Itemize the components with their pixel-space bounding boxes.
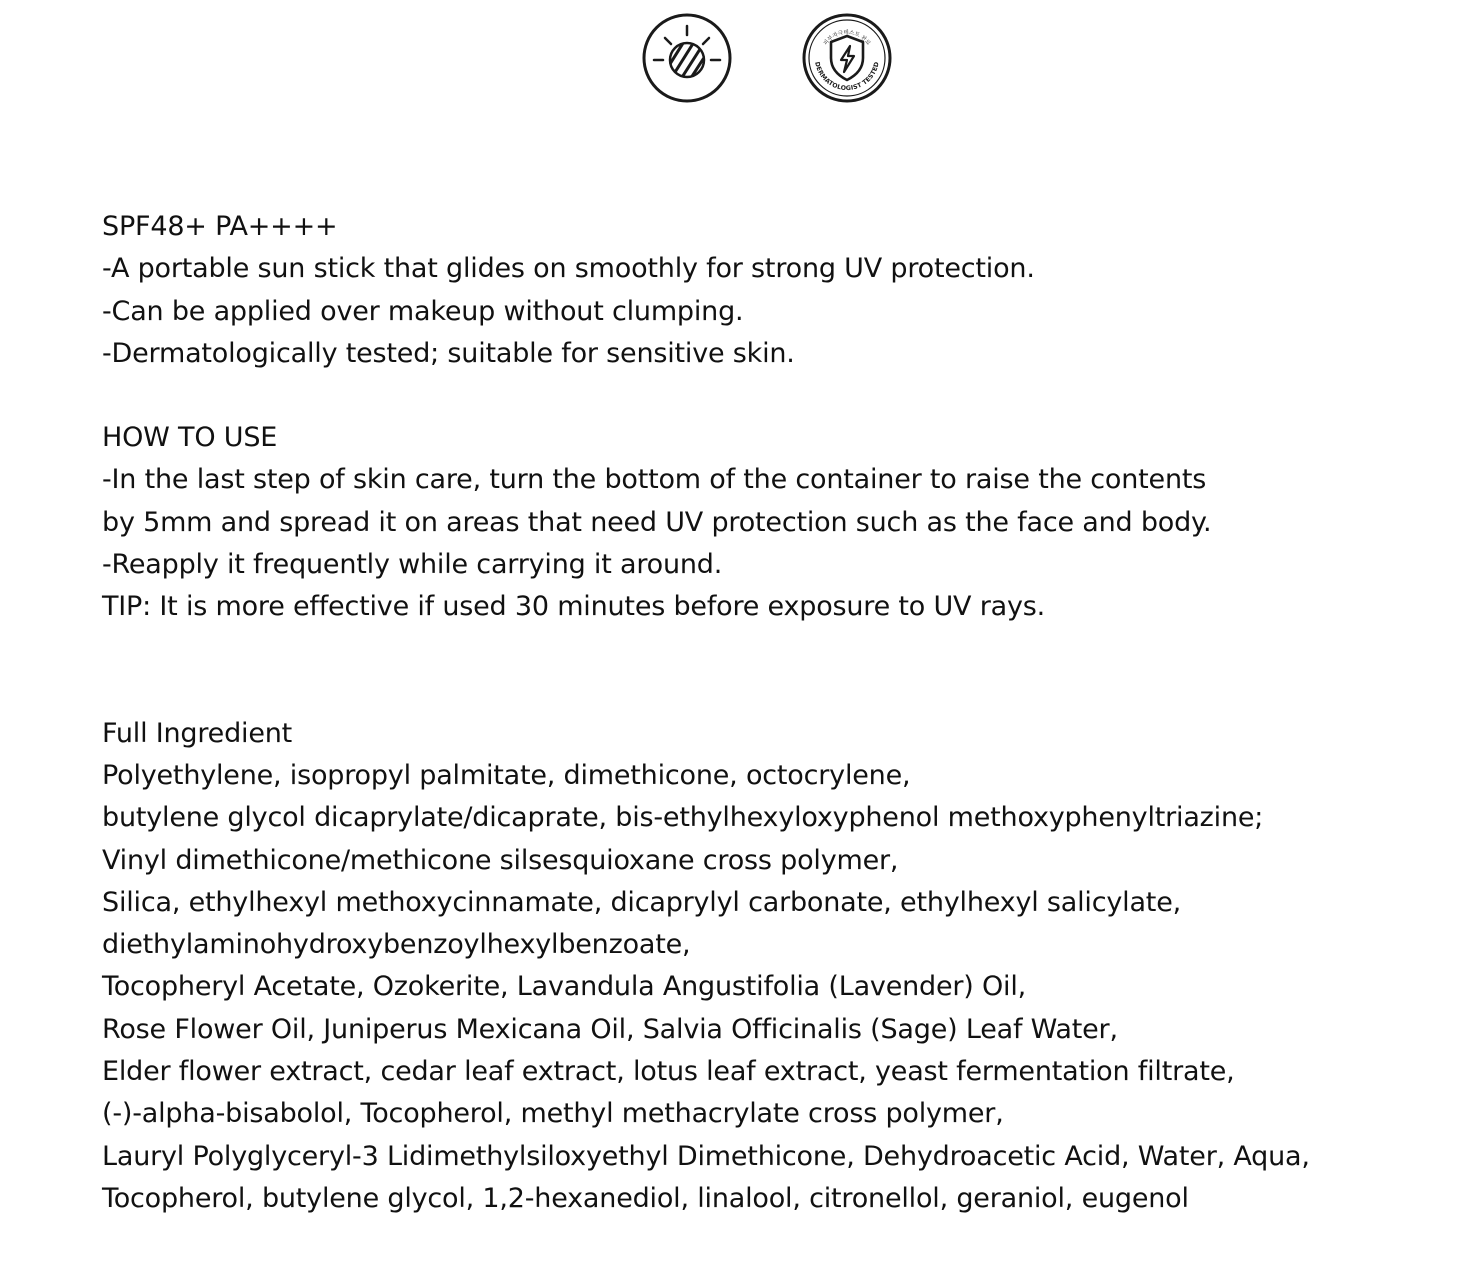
how-to-use-line: -In the last step of skin care, turn the bottom of the container to raise the contents (102, 464, 1207, 496)
svg-text:피부자극테스트 완료 (821, 28, 872, 47)
ingredients-heading: Full Ingredient (102, 717, 293, 749)
ingredient-line: Tocopheryl Acetate, Ozokerite, Lavandula Angustifolia (Lavender) Oil, (102, 971, 1027, 1003)
ingredient-line: diethylaminohydroxybenzoylhexylbenzoate, (102, 929, 691, 961)
badge-text-korean: 피부자극테스트 완료 (822, 29, 872, 47)
how-to-use-line: by 5mm and spread it on areas that need UV protection such as the face and body. (102, 506, 1212, 538)
intro-line: -Can be applied over makeup without clumping. (102, 295, 744, 327)
ingredient-line: (-)-alpha-bisabolol, Tocopherol, methyl methacrylate cross polymer, (102, 1098, 1004, 1130)
intro-line: -Dermatologically tested; suitable for sensitive skin. (102, 337, 795, 369)
how-to-use-section (102, 417, 1442, 628)
ingredient-line: Rose Flower Oil, Juniperus Mexicana Oil, Salvia Officinalis (Sage) Leaf Water, (102, 1013, 1118, 1045)
ingredients-section (102, 713, 1442, 1221)
dermatologist-tested-icon (801, 12, 893, 104)
product-description (102, 206, 1442, 1220)
feature-icons (0, 12, 1462, 104)
ingredient-line: Elder flower extract, cedar leaf extract, lotus leaf extract, yeast fermentation filtrate, (102, 1056, 1235, 1088)
ingredient-line: Vinyl dimethicone/methicone silsesquioxane cross polymer, (102, 844, 899, 876)
uv-block-icon (641, 12, 733, 104)
how-to-use-heading: HOW TO USE (102, 422, 278, 454)
intro-line: -A portable sun stick that glides on smoothly for strong UV protection. (102, 253, 1035, 285)
ingredient-line: Tocopherol, butylene glycol, 1,2-hexanediol, linalool, citronellol, geraniol, eugenol (102, 1182, 1189, 1214)
ingredient-line: butylene glycol dicaprylate/dicaprate, bis-ethylhexyloxyphenol methoxyphenyltriazine; (102, 802, 1264, 834)
ingredient-line: Polyethylene, isopropyl palmitate, dimethicone, octocrylene, (102, 759, 911, 791)
spf-heading: SPF48+ PA++++ (102, 211, 338, 242)
ingredient-line: Lauryl Polyglyceryl-3 Lidimethylsiloxyethyl Dimethicone, Dehydroacetic Acid, Water, Aqua, (102, 1140, 1310, 1172)
intro-section (102, 206, 1442, 375)
how-to-use-line: -Reapply it frequently while carrying it around. (102, 549, 723, 581)
tip-line: TIP: It is more effective if used 30 minutes before exposure to UV rays. (102, 591, 1045, 623)
ingredient-line: Silica, ethylhexyl methoxycinnamate, dicaprylyl carbonate, ethylhexyl salicylate, (102, 886, 1181, 918)
badge-text: DERMATOLOGIST TESTED (813, 61, 881, 93)
